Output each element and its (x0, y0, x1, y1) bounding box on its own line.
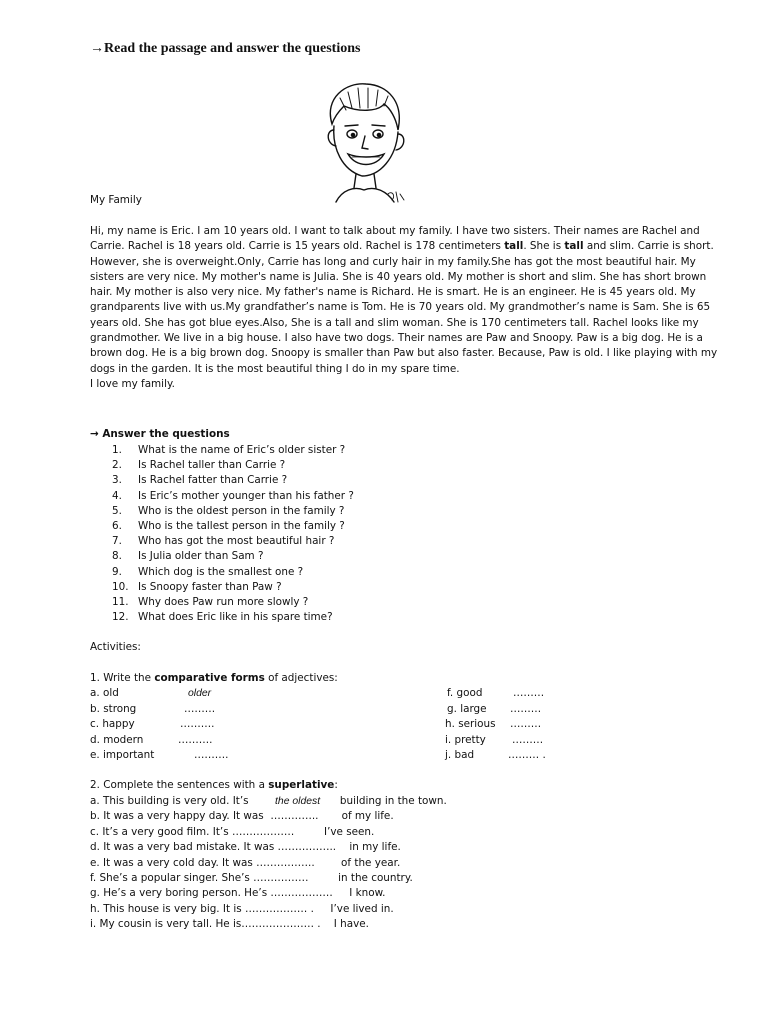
question-item (112, 458, 354, 473)
sentence-line: b. It was a very happy day. It was ………….. of my life. (90, 810, 394, 823)
question-number: 9. (112, 565, 122, 578)
sentence-line: g. He’s a very boring person. He’s ……………… I know. (90, 887, 386, 900)
question-text: Why does Paw run more slowly ? (138, 596, 309, 609)
question-number: 11. (112, 596, 129, 609)
question-number: 12. (112, 611, 129, 624)
question-item (112, 610, 354, 625)
question-number: 5. (112, 504, 122, 517)
question-text: Is Snoopy faster than Paw ? (138, 580, 282, 593)
adjective-left: a. old (90, 687, 119, 699)
passage-text: . She is (523, 240, 565, 253)
adjective-right: j. bad (445, 749, 475, 762)
instruction-text: 2. Complete the sentences with a (90, 779, 269, 791)
adjective-right: h. serious (445, 718, 496, 731)
question-number: 6. (112, 520, 122, 533)
passage-text: Hi, my name is Eric. I am 10 years old. I want to talk about my family. I have two sisters. Their names are Rachel and Carrie. Rachel is 18 years old. Carrie is 15 years old. Rachel is 178 centimeters (90, 225, 700, 253)
superlative-sentences (90, 794, 447, 933)
instruction-bold: comparative forms (154, 672, 265, 684)
question-item (112, 580, 354, 595)
question-item (112, 565, 354, 580)
sentence-text: a. This building is very old. It’s (90, 795, 276, 807)
instruction-text: 1. Write the (90, 672, 155, 684)
question-item (112, 534, 354, 549)
adjective-left: d. modern (90, 733, 144, 746)
adjective-row (90, 702, 550, 718)
question-item (112, 519, 354, 534)
question-item (112, 549, 354, 564)
section2-instruction (90, 779, 338, 791)
question-text: Who has got the most beautiful hair ? (138, 535, 335, 548)
answer-left: ………. (180, 718, 215, 731)
answer-right: ……… (510, 702, 542, 715)
adjective-row (90, 717, 550, 733)
question-number: 3. (112, 474, 122, 487)
question-item (112, 504, 354, 519)
adjective-row (90, 733, 550, 749)
question-number: 1. (112, 444, 122, 456)
question-text: Is Rachel fatter than Carrie ? (138, 474, 288, 487)
bold-word-tall: tall (504, 240, 524, 253)
passage-text: and slim. Carrie is short. However, she is overweight.Only, Carrie has long and curly hair in my family.She has got the most beautiful hair. My sisters are very nice. My mother's name is Julia. She is 40 years old. My mother is short and slim. She has short brown hair. My mother is also very nice. My father's name is Richard. He is smart. He is an engineer. He is 45 years old. My grandparents live with us.My grandfather’s name is Tom. He is 70 years old. My grandmother’s name is Sam. She is 65 years old. She has got blue eyes.Also, She is a tall and slim woman. She is 170 centimeters tall. Rachel looks like my grandmother. We live in a big house. I also have two dogs. Their names are Paw and Snoopy. Paw is a big dog. He is a brown dog. He is a big brown dog. Snoopy is smaller than Paw but also faster. Because, Paw is old. I like playing with my dogs in the garden. It is the most beautiful thing I do in my spare time. (90, 240, 718, 375)
answer-right: ……… (510, 718, 542, 731)
question-text: Is Julia older than Sam ? (138, 550, 264, 563)
question-item (112, 443, 354, 458)
instruction-bold: superlative (268, 779, 335, 791)
adjective-right: i. pretty (445, 733, 486, 746)
page-header: →Read the passage and answer the questions (90, 41, 361, 56)
question-text: Which dog is the smallest one ? (138, 565, 304, 578)
adjective-left: e. important (90, 749, 155, 762)
answer-right: ……… (513, 687, 545, 699)
sentence-line: h. This house is very big. It is ……………… . I’ve lived in. (90, 902, 394, 915)
question-number: 10. (112, 580, 129, 593)
sentence-line: f. She’s a popular singer. She’s ……………. in the country. (90, 872, 413, 885)
question-number: 2. (112, 459, 122, 472)
sentence-text: building in the town. (320, 795, 447, 807)
question-text: What is the name of Eric’s older sister ? (138, 444, 346, 456)
question-text: Who is the oldest person in the family ? (138, 504, 345, 517)
question-text: What does Eric like in his spare time? (138, 611, 333, 624)
sentence-line: d. It was a very bad mistake. It was …………….. in my life. (90, 841, 401, 854)
answer-left: ………. (178, 733, 213, 746)
instruction-text: of adjectives: (264, 672, 338, 684)
question-number: 8. (112, 550, 122, 563)
adjective-table (90, 686, 550, 764)
section1-instruction (90, 672, 338, 684)
question-text: Is Rachel taller than Carrie ? (138, 459, 286, 472)
answer-left: ……… (184, 702, 216, 715)
adjective-row (90, 686, 550, 702)
question-text: Is Eric’s mother younger than his father ? (138, 489, 354, 502)
answer-left: ………. (194, 749, 229, 762)
adjective-row (90, 748, 550, 764)
passage-closing: I love my family. (90, 377, 175, 390)
answer-right: ……… . (508, 749, 546, 762)
example-answer: the oldest (275, 796, 321, 807)
adjective-left: b. strong (90, 702, 137, 715)
question-item (112, 489, 354, 504)
question-number: 4. (112, 489, 122, 502)
answer-right: ……… (512, 733, 544, 746)
questions-list (112, 443, 354, 625)
question-text: Who is the tallest person in the family ? (138, 520, 345, 533)
sentence-line (90, 794, 447, 809)
answer-left: older (188, 688, 212, 699)
activities-title: Activities: (90, 641, 141, 653)
question-item (112, 595, 354, 610)
passage-paragraph (90, 224, 730, 377)
question-item (112, 473, 354, 488)
instruction-text: : (334, 779, 338, 791)
adjective-left: c. happy (90, 718, 135, 731)
sentence-line: e. It was a very cold day. It was …………….. of the year. (90, 856, 401, 869)
sentence-line: c. It’s a very good film. It’s ……………… I’ve seen. (90, 825, 375, 838)
reading-passage (90, 224, 730, 392)
sentence-line: i. My cousin is very tall. He is………………… . I have. (90, 918, 369, 931)
passage-title: My Family (90, 194, 142, 206)
bold-word-tall: tall (564, 240, 584, 253)
boy-caricature (318, 78, 408, 210)
adjective-right: f. good (447, 687, 483, 699)
adjective-right: g. large (447, 702, 487, 715)
question-number: 7. (112, 535, 122, 548)
questions-heading: → Answer the questions (90, 428, 230, 440)
